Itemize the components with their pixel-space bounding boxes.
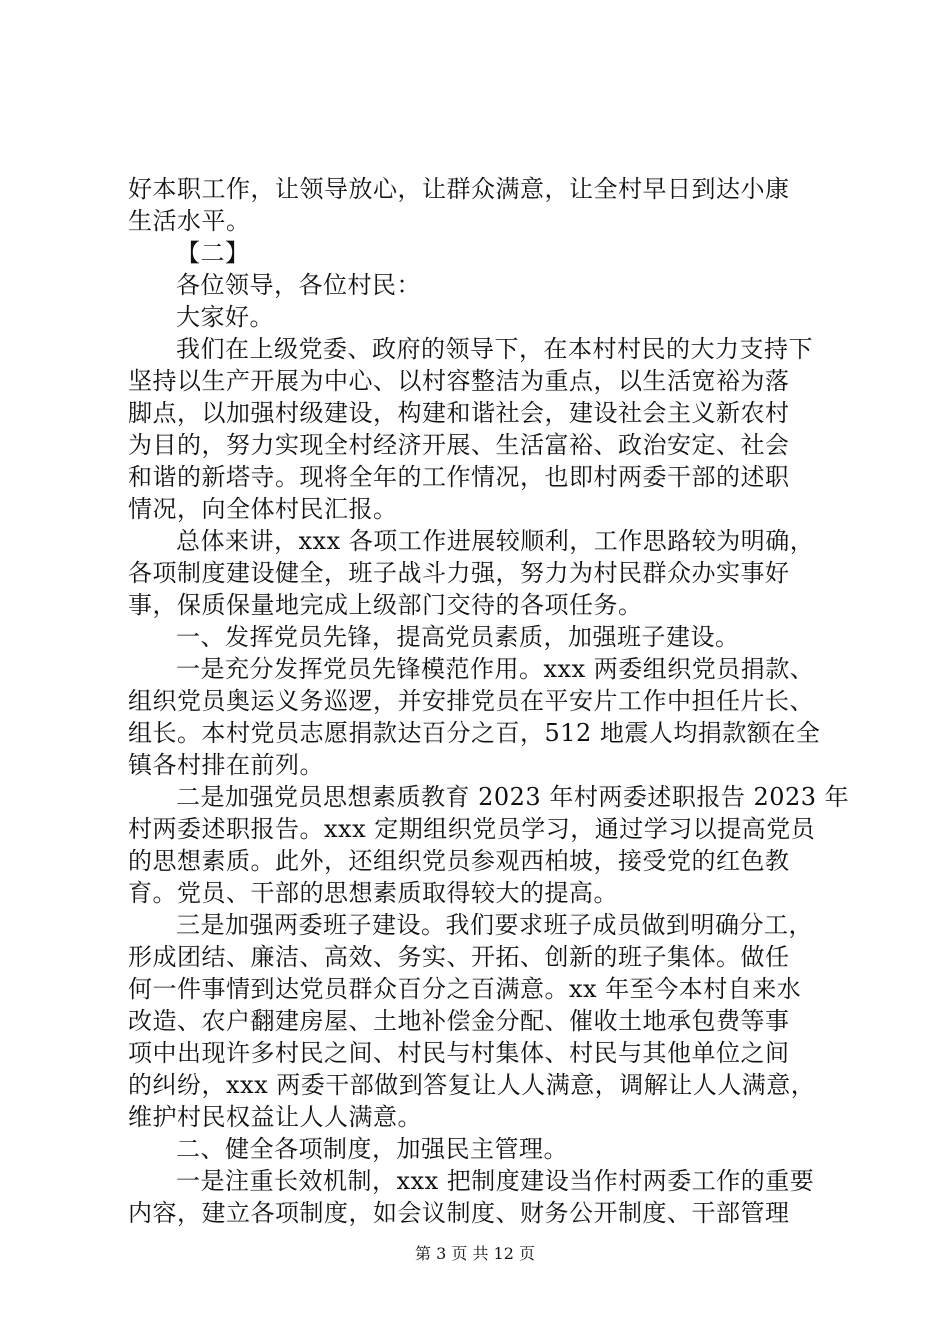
text-line: 各项制度建设健全，班子战斗力强，努力为村民群众办实事好 — [128, 559, 790, 587]
text-line: 总体来讲，xxx 各项工作进展较顺利，工作思路较为明确， — [176, 527, 815, 555]
text-line: 一是充分发挥党员先锋模范作用。xxx 两委组织党员捐款、 — [176, 655, 815, 683]
text-line: 情况，向全体村民汇报。 — [128, 495, 398, 523]
text-line: 三是加强两委班子建设。我们要求班子成员做到明确分工， — [176, 911, 813, 939]
text-line: 一、发挥党员先锋，提高党员素质，加强班子建设。 — [176, 623, 740, 651]
text-line: 内容，建立各项制度，如会议制度、财务公开制度、干部管理 — [128, 1199, 790, 1227]
text-line: 各位领导，各位村民： — [176, 271, 421, 299]
text-line: 组织党员奥运义务巡逻，并安排党员在平安片工作中担任片长、 — [128, 687, 814, 715]
text-line: 何一件事情到达党员群众百分之百满意。xx 年至今本村自来水 — [128, 975, 802, 1003]
text-line: 大家好。 — [176, 303, 274, 331]
text-line: 为目的，努力实现全村经济开展、生活富裕、政治安定、社会 — [128, 431, 790, 459]
text-line: 和谐的新塔寺。现将全年的工作情况，也即村两委干部的述职 — [128, 463, 790, 491]
text-line: 脚点，以加强村级建设，构建和谐社会，建设社会主义新农村 — [128, 399, 790, 427]
text-line: 坚持以生产开展为中心、以村容整洁为重点，以生活宽裕为落 — [128, 367, 790, 395]
text-line: 的纠纷，xxx 两委干部做到答复让人人满意，调解让人人满意， — [128, 1071, 816, 1099]
text-line: 事，保质保量地完成上级部门交待的各项任务。 — [128, 591, 643, 619]
text-line: 维护村民权益让人人满意。 — [128, 1103, 422, 1131]
page-footer: 第 3 页 共 12 页 — [415, 1244, 535, 1263]
text-line: 镇各村排在前列。 — [128, 751, 324, 779]
text-line: 二、健全各项制度，加强民主管理。 — [176, 1135, 568, 1163]
text-line: 生活水平。 — [128, 207, 251, 235]
text-line: 改造、农户翻建房屋、土地补偿金分配、催收土地承包费等事 — [128, 1007, 790, 1035]
text-line: 育。党员、干部的思想素质取得较大的提高。 — [128, 879, 618, 907]
text-line: 项中出现许多村民之间、村民与村集体、村民与其他单位之间 — [128, 1039, 790, 1067]
text-line: 一是注重长效机制，xxx 把制度建设当作村两委工作的重要 — [176, 1167, 815, 1195]
text-line: 好本职工作，让领导放心，让群众满意，让全村早日到达小康 — [128, 175, 790, 203]
text-line: 二是加强党员思想素质教育 2023 年村两委述职报告 2023 年 — [176, 783, 850, 811]
document-body — [128, 173, 848, 1229]
text-line: 组长。本村党员志愿捐款达百分之百，512 地震人均捐款额在全 — [128, 719, 821, 747]
text-line: 【二】 — [176, 239, 250, 267]
text-line: 形成团结、廉洁、高效、务实、开拓、创新的班子集体。做任 — [128, 943, 790, 971]
text-line: 我们在上级党委、政府的领导下，在本村村民的大力支持下 — [176, 335, 813, 363]
text-line: 的思想素质。此外，还组织党员参观西柏坡，接受党的红色教 — [128, 847, 790, 875]
text-line: 村两委述职报告。xxx 定期组织党员学习，通过学习以提高党员 — [128, 815, 816, 843]
